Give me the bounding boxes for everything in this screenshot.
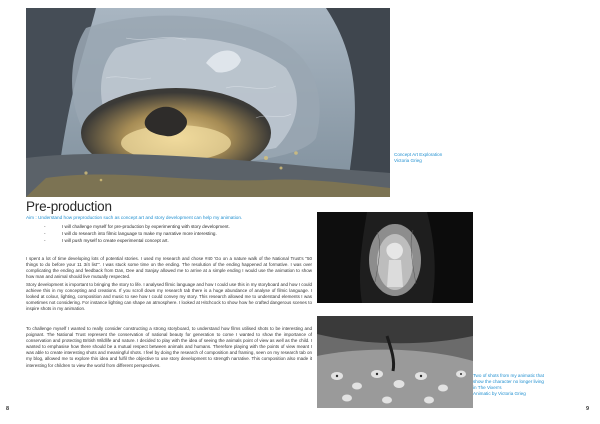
caption-line: Animatic by Victoria Grieg	[473, 391, 526, 396]
body-paragraph: To challenge myself I wanted to really consider constructing a strong storyboard, to understand how films utilised shots to be interesting and poignant. The National Trust represent the conservation of national beauty for generation to come I wanted to show the importance of conservation and protecting British Wildlife and nature. I decided to play with the idea of seeing the animals point of view as well as the child. I wanted to emphasise how there should be a mutual respect between animals and humans. Therefore playing with the points of view meant I was able to create interesting shots and meaningful shots. I feel by doing the research of composition and framing, seen on my research tab on my blog, allowed me to explore this idea and fulfil the objective to use story development to strength narrative. This composition also made it interesting for children to view the world from different perspectives.	[26, 326, 312, 368]
bullet-dash: -	[44, 238, 46, 244]
caption-line: Concept Art Exploration	[394, 152, 443, 157]
list-item	[44, 230, 324, 237]
body-paragraph: Story development is important to bringing the story to life. I analysed filmic language and how I could use this in my storyboard and how I could achieve this in my concepting and creations. If you scroll down my research tab there is a huge abundance of analyse of filmic language. I looked at colour, lighting, composition and music to see how I could convey my story. This research allowed me to understand elements I was sometimes not considering. For instance lighting can shape an atmosphere. I looked at Hitchcock to show how he crafted dangerous scenes to inspire shots in my animation.	[26, 282, 312, 312]
animatic-caption	[473, 373, 565, 397]
caption-line: Two of shots from my animatic that	[473, 373, 544, 378]
bullet-dash: -	[44, 224, 46, 229]
list-item-text: I will challenge myself for pre-production by experimenting with story development.	[62, 224, 230, 229]
objective-list	[44, 223, 324, 245]
concept-art-caption	[394, 152, 484, 164]
list-item	[44, 237, 324, 244]
concept-art-image	[26, 8, 390, 197]
animatic-shot-image	[317, 212, 473, 303]
list-item-text: I will do research into filmic language to make my narrative more interesting.	[62, 231, 217, 237]
list-item	[44, 223, 324, 230]
bullet-dash: -	[44, 231, 46, 237]
caption-line: show the character no longer living	[473, 379, 544, 384]
aim-statement: Aim : Understand how preproduction such as concept art and story development can help my animation.	[26, 215, 243, 220]
page-number-right: 9	[586, 406, 590, 412]
body-paragraph: I spent a lot of time developing lots of potential stories. I used my research and chose #40 'Go on a nature walk of the National Trust's "50 things to do before your 11 3/4 list"'. I was stuck some time on the ending. The resolution of the ending happened at formative. I was over complicating the ending and feedback from Dan, Dee and Sanjay allowed me to arrive at a simple ending I would use the animation to show how man and animal should live mutually respected.	[26, 256, 312, 280]
list-item-text: I will push myself to create experimental concept art.	[62, 238, 169, 244]
caption-line: in The Vixen's	[473, 385, 502, 390]
page-number-left: 8	[6, 406, 10, 412]
animatic-shot-image	[317, 316, 473, 408]
caption-line: Victoria Grieg	[394, 158, 422, 163]
page-title: Pre-production	[26, 199, 112, 214]
